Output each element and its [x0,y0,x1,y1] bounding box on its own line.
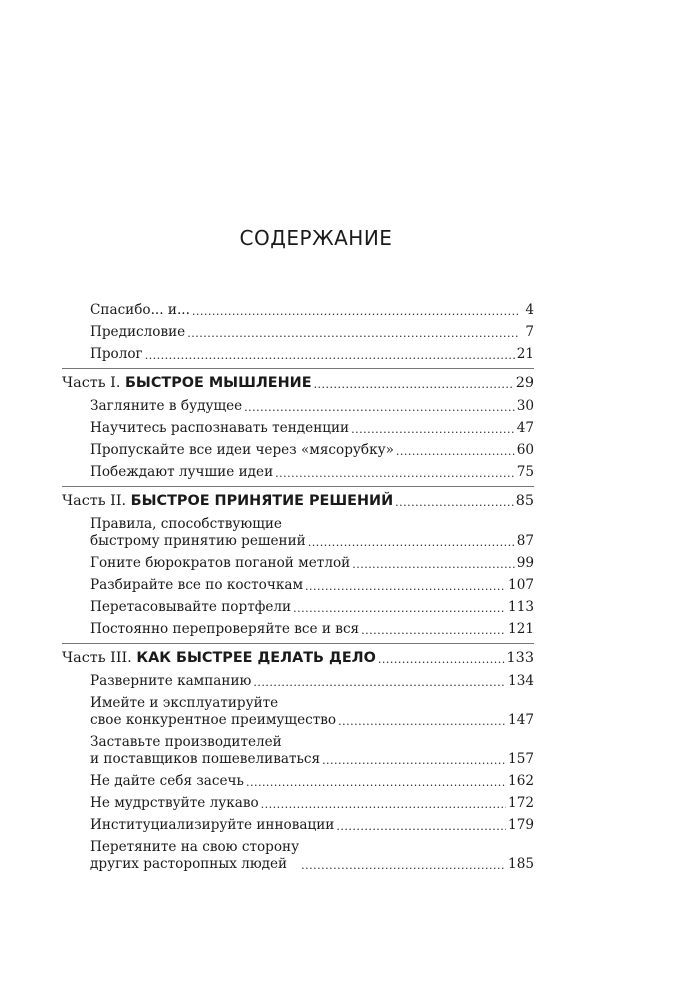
toc-part-label [62,493,393,510]
leader-dots [395,496,514,510]
toc-page-number: 162 [508,773,534,789]
toc-page-number: 113 [508,599,534,615]
toc-page-number: 60 [516,442,534,458]
toc-entry-thanks[interactable] [62,302,534,319]
toc-part-1[interactable] [62,375,534,392]
leader-dots [293,602,506,616]
leader-dots [314,378,514,392]
toc-entry-label: Спасибо... и... [90,302,190,318]
part-prefix: Часть I. [62,375,125,391]
part-prefix: Часть III. [62,650,137,666]
toc-entry-label: Имейте и эксплуатируйте свое конкурентное преимущество [90,695,337,728]
toc-page-number: 185 [508,856,534,872]
part-name: КАК БЫСТРЕЕ ДЕЛАТЬ ДЕЛО [136,650,376,666]
leader-dots [192,305,518,319]
toc-page-number: 133 [506,650,534,666]
part-name: БЫСТРОЕ ПРИНЯТИЕ РЕШЕНИЙ [130,493,394,509]
toc-entry-label: Перетасовывайте портфели [90,599,292,615]
toc-part-label [62,375,312,392]
toc-entry[interactable] [62,420,534,437]
toc-entry-label: Разверните кампанию [90,673,252,689]
toc-page-number: 99 [516,555,534,571]
toc-entry[interactable] [62,734,534,768]
toc-page-number: 4 [525,302,534,318]
toc-entry[interactable] [62,599,534,616]
toc-entry-label: Постоянно перепроверяйте все и вся [90,621,360,637]
toc-page-number: 7 [525,324,534,340]
toc-entry[interactable] [62,673,534,690]
toc-entry-label: Перетяните на свою сторону других расторопных людей [90,839,300,872]
toc-entry-label: Пропускайте все идеи через «мясорубку» [90,442,394,458]
leader-dots [322,754,506,768]
part-prefix: Часть II. [62,493,131,509]
toc-entry[interactable] [62,839,534,873]
leader-dots [244,401,515,415]
toc-entry-label: Пролог [90,346,143,362]
toc-part-3[interactable] [62,650,534,667]
toc-entry-label: Предисловие [90,324,186,340]
toc-entry-label: Загляните в будущее [90,398,243,414]
toc-entry[interactable] [62,464,534,481]
toc-entry-foreword[interactable] [62,324,534,341]
leader-dots [336,820,506,834]
toc-entry[interactable] [62,773,534,790]
toc-entry[interactable] [62,442,534,459]
toc-entry[interactable] [62,577,534,594]
toc-part-2[interactable] [62,493,534,510]
toc-entry-label: Правила, способствующие быстрому принятию решений [90,516,306,549]
toc-entry[interactable] [62,516,534,550]
toc-entry-label: Заставьте производителей и поставщиков пошевеливаться [90,734,321,767]
toc-entry-label: Не мудрствуйте лукаво [90,795,259,811]
toc-page-number: 121 [508,621,534,637]
leader-dots [253,676,506,690]
page-title: СОДЕРЖАНИЕ [239,226,393,250]
leader-dots [351,423,515,437]
toc-entry-label: Научитесь распознавать тенденции [90,420,350,436]
toc-page-number: 179 [508,817,534,833]
toc-page-number: 75 [516,464,534,480]
toc-page-number: 134 [508,673,534,689]
toc-page-number: 107 [508,577,534,593]
toc-page-number: 30 [516,398,534,414]
section-divider [62,368,534,369]
toc-entry-label: Разбирайте все по косточкам [90,577,304,593]
leader-dots [145,349,515,363]
section-divider [62,486,534,487]
table-of-contents [62,302,534,878]
toc-entry[interactable] [62,795,534,812]
leader-dots [361,624,506,638]
leader-dots [305,580,506,594]
toc-page-number: 157 [508,751,534,767]
toc-page-number: 85 [515,493,534,509]
toc-page-number: 21 [516,346,534,362]
toc-entry-label: Гоните бюрократов поганой метлой [90,555,351,571]
part-name: БЫСТРОЕ МЫШЛЕНИЕ [124,375,312,391]
toc-entry[interactable] [62,695,534,729]
toc-part-label [62,650,376,667]
leader-dots [396,445,515,459]
leader-dots [338,715,506,729]
toc-entry[interactable] [62,555,534,572]
toc-entry[interactable] [62,398,534,415]
toc-page-number: 29 [515,375,534,391]
leader-dots [187,327,518,341]
toc-page-number: 47 [516,420,534,436]
toc-entry-label: Не дайте себя засечь [90,773,244,789]
leader-dots [352,558,514,572]
toc-page-number: 147 [508,712,534,728]
section-divider [62,643,534,644]
leader-dots [261,798,506,812]
toc-entry-label: Побеждают лучшие идеи [90,464,274,480]
toc-entry-prologue[interactable] [62,346,534,363]
toc-page-number: 87 [516,533,534,549]
leader-dots [301,859,506,873]
toc-page-number: 172 [508,795,534,811]
leader-dots [275,467,515,481]
leader-dots [378,653,505,667]
toc-entry[interactable] [62,817,534,834]
leader-dots [246,776,506,790]
toc-entry-label: Институциализируйте инновации [90,817,335,833]
leader-dots [308,536,515,550]
toc-entry[interactable] [62,621,534,638]
